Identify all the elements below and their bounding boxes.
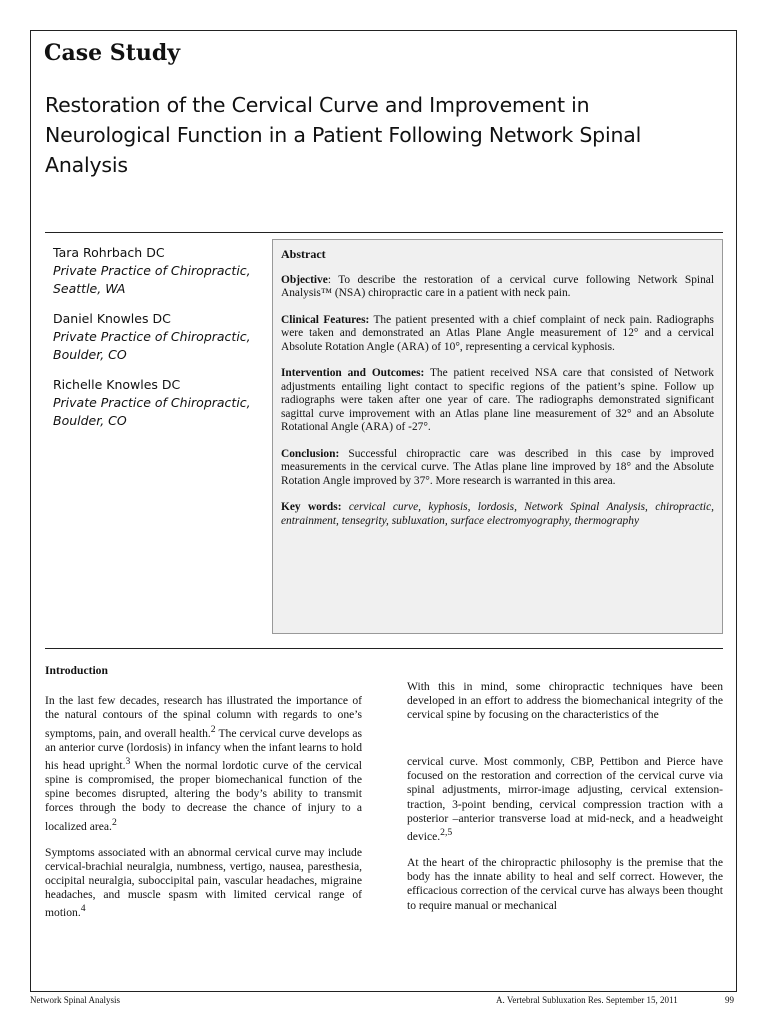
clinical-text: The patient presented with a chief complaint of neck pain. Radiographs were taken and demonstrated an Atlas Plane Angle measurement of 12° and a cervical Absolute Rotation Angle (ARA) of 10°, representing a cervical kyphosis. bbox=[281, 313, 714, 353]
abstract-keywords bbox=[281, 501, 714, 528]
citation: 2,5 bbox=[440, 827, 453, 839]
body-paragraph: With this in mind, some chiropractic techniques have been developed in an effort to address the biomechanical integrity of the cervical spine by focusing on the characteristics of the bbox=[407, 680, 723, 722]
paragraph-text: cervical curve. Most commonly, CBP, Pettibon and Pierce have focused on the restoration and correction of the cervical curve via spinal adjustments, mirror-image adjusting, cervical extension-traction, 3-point bending, cervical compression traction with a posterior –anterior transverse load at mid-neck, and a headweight device. bbox=[407, 755, 723, 843]
author-affiliation: Private Practice of Chiropractic, Boulder, CO bbox=[53, 395, 251, 428]
author-affiliation: Private Practice of Chiropractic, Boulder, CO bbox=[53, 329, 251, 362]
body-column-right bbox=[407, 755, 723, 925]
author-entry bbox=[53, 244, 268, 298]
footer-journal: A. Vertebral Subluxation Res. September 15, 2011 bbox=[496, 995, 678, 1005]
header-divider bbox=[45, 232, 723, 233]
author-name: Daniel Knowles DC bbox=[53, 311, 171, 326]
body-paragraph: At the heart of the chiropractic philosophy is the premise that the body has the innate ability to heal and self correct. However, the efficacious correction of the cervical curve has always been thought to require manual or mechanical bbox=[407, 856, 723, 912]
author-entry bbox=[53, 376, 268, 430]
author-list bbox=[53, 244, 268, 442]
author-entry bbox=[53, 310, 268, 364]
section-heading-introduction: Introduction bbox=[45, 664, 108, 677]
body-paragraph bbox=[45, 846, 362, 921]
objective-label: Objective bbox=[281, 273, 328, 286]
abstract-intervention bbox=[281, 367, 714, 435]
body-paragraph bbox=[45, 694, 362, 833]
footer-page-number: 99 bbox=[725, 995, 734, 1005]
author-affiliation: Private Practice of Chiropractic, Seattle, WA bbox=[53, 263, 251, 296]
intervention-text: The patient received NSA care that consisted of Network adjustments entailing light contact to specific regions of the patient’s spine. Follow up radiographs were taken after one year of care. The radiographs demonstrated significant sagittal curve improvement with an Atlas plane line measurement of 32° and an Absolute Rotational Angle (ARA) of -27°. bbox=[281, 367, 714, 433]
footer-running-title: Network Spinal Analysis bbox=[30, 995, 120, 1005]
citation: 2 bbox=[210, 723, 216, 735]
author-name: Richelle Knowles DC bbox=[53, 377, 181, 392]
objective-text: : To describe the restoration of a cervical curve following Network Spinal Analysis™ (NSA) chiropractic care in a patient with neck pain. bbox=[281, 273, 714, 299]
keywords-label: Key words: bbox=[281, 501, 342, 513]
article-category: Case Study bbox=[44, 40, 181, 66]
abstract-clinical-features bbox=[281, 314, 714, 355]
paragraph-text: When the normal lordotic curve of the cervical spine is compromised, the proper biomechanical function of the spine becomes disrupted, altering the body’s ability to transmit forces through the body to decrease the chance of injury to a localized area. bbox=[45, 758, 362, 833]
abstract-divider bbox=[45, 648, 723, 649]
citation: 2 bbox=[111, 816, 117, 828]
body-column-left bbox=[45, 664, 362, 932]
author-name: Tara Rohrbach DC bbox=[53, 245, 165, 260]
conclusion-text: Successful chiropractic care was described in this case by improved measurements in the cervical curve. The Atlas plane line improved by 18° and the Absolute Rotation Angle improved by 37°. More research is warranted in this area. bbox=[281, 447, 714, 487]
intervention-label: Intervention and Outcomes: bbox=[281, 367, 425, 379]
body-column-right-top bbox=[407, 680, 723, 735]
paragraph-text: The cervical curve develops as an anterior curve (lordosis) in infancy when the infant learns to hold his head upright. bbox=[45, 726, 362, 772]
abstract-objective bbox=[281, 274, 714, 301]
abstract-heading: Abstract bbox=[281, 247, 326, 261]
abstract-box bbox=[272, 239, 723, 634]
abstract-conclusion bbox=[281, 448, 714, 489]
keywords-text: cervical curve, kyphosis, lordosis, Network Spinal Analysis, chiropractic, entrainment, tensegrity, subluxation, surface electromyography, thermography bbox=[281, 501, 714, 527]
citation: 4 bbox=[80, 903, 86, 915]
article-title: Restoration of the Cervical Curve and Improvement in Neurological Function in a Patient Following Network Spinal Analysis bbox=[45, 93, 642, 177]
paragraph-text: In the last few decades, research has illustrated the importance of the natural contours of the spinal column with regards to one’s symptoms, pain, and overall health. bbox=[45, 694, 362, 740]
clinical-label: Clinical Features: bbox=[281, 313, 370, 326]
paragraph-text: Symptoms associated with an abnormal cervical curve may include cervical-brachial neuralgia, numbness, vertigo, nausea, paresthesia, occipital neuralgia, suboccipital pain, vascular headaches, migraine headaches, and muscle spasm with limited cervical range of motion. bbox=[45, 845, 362, 920]
conclusion-label: Conclusion: bbox=[281, 447, 340, 460]
citation: 3 bbox=[125, 755, 131, 767]
body-paragraph bbox=[407, 755, 723, 844]
